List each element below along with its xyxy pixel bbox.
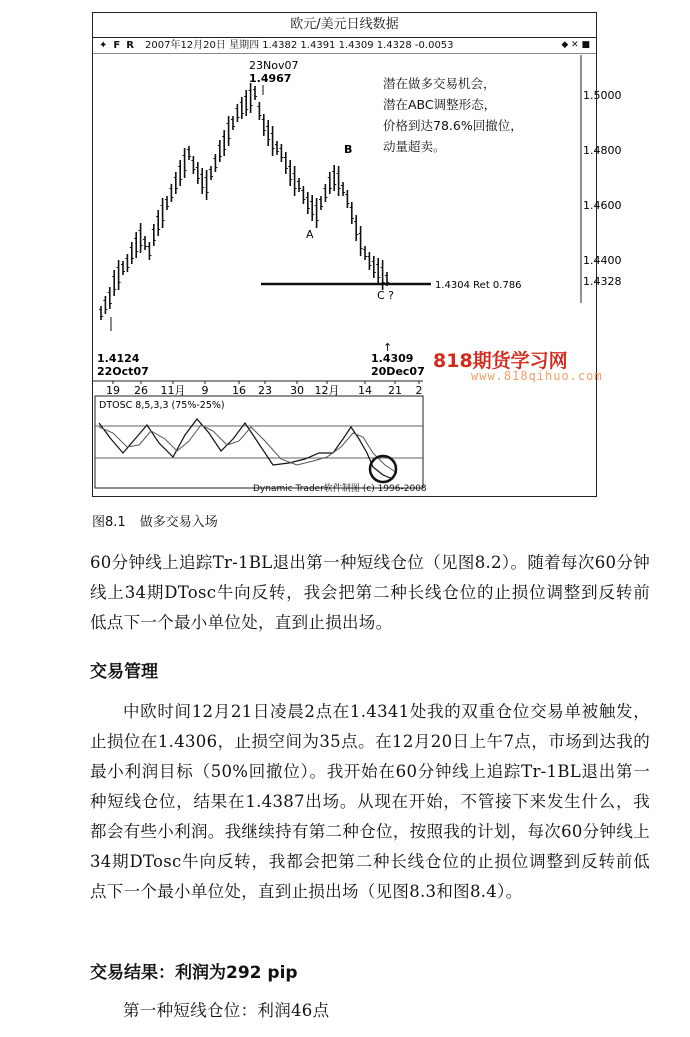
top-price-label: 1.4967 [249, 72, 292, 85]
figure-caption-text: 做多交易入场 [139, 515, 218, 530]
price-tick-4: 1.4400 [583, 254, 622, 267]
oscillator-fast-line [99, 419, 393, 479]
price-tick-3: 1.4600 [583, 199, 622, 212]
date-tick: 9 [201, 384, 209, 397]
date-tick: 23 [258, 384, 272, 397]
expand-icon[interactable]: ✦ [99, 40, 108, 51]
label-a: A [306, 228, 314, 241]
note-line-3: 价格到达78.6%回撤位， [383, 118, 523, 133]
price-tick-5: 1.4328 [583, 275, 622, 288]
heading-trade-result: 交易结果：利润为292 pip [90, 963, 298, 983]
oscillator-slow-line [99, 425, 397, 473]
date-tick: 21 [388, 384, 402, 397]
svg-text:↑: ↑ [383, 341, 393, 354]
figure-number: 图8.1 [92, 515, 126, 530]
note-line-2: 潜在ABC调整形态， [383, 97, 497, 112]
chart-figure [92, 12, 622, 497]
heading-trade-management: 交易管理 [90, 662, 158, 682]
date-tick: 12月 [314, 384, 340, 397]
watermark-url: www.818qihuo.com [471, 369, 603, 383]
low1-date: 22Oct07 [97, 365, 149, 378]
note-line-4: 动量超卖。 [383, 139, 446, 154]
chart-title: 欧元/美元日线数据 [93, 13, 596, 38]
top-date-label: 23Nov07 [249, 59, 299, 72]
price-tick-2: 1.4800 [583, 144, 622, 157]
window-controls[interactable]: ◆ ✕ ■ [561, 40, 590, 50]
price-tick-1: 1.5000 [583, 89, 622, 102]
date-tick: 16 [232, 384, 246, 397]
low2-date: 20Dec07 [371, 365, 425, 378]
oversold-circle [370, 456, 396, 482]
low1-price: 1.4124 [97, 352, 140, 365]
date-tick: 19 [106, 384, 120, 397]
r-icon[interactable]: R [126, 40, 134, 51]
chart-footer: Dynamic Trader软件制图 (c) 1996-2008 [253, 484, 427, 494]
date-tick: 14 [358, 384, 372, 397]
low2-price: 1.4309 [371, 352, 414, 365]
date-axis [106, 381, 423, 397]
trade-note [383, 73, 553, 157]
paragraph-1: 60分钟线上追踪Tr-1BL退出第一种短线仓位（见图8.2）。随着每次60分钟线上34期DTosc牛向反转，我会把第二种长线仓位的止损位调整到反转前低点下一个最小单位处，直到止损出场。 [90, 553, 650, 632]
figure-caption [92, 511, 218, 530]
retrace-label: 1.4304 Ret 0.786 [435, 280, 522, 291]
watermark-logo: 818期货学习网 [433, 350, 568, 372]
paragraph-2: 中欧时间12月21日凌晨2点在1.4341处我的双重仓位交易单被触发，止损位在1.4306，止损空间为35点。在12月20日上午7点，市场到达我的最小利润目标（50%回撤位）。我开始在60分钟线上追踪Tr-1BL退出第一种短线仓位，结果在1.4387出场。从现在开始，不管接下来发生什么，我都会有些小利润。我继续持有第二种仓位，按照我的计划，每次60分钟线上34期DTosc牛向反转，我都会把第二种长线仓位的止损位调整到反转前低点下一个最小单位处，直到止损出场（见图8.3和图8.4）。 [90, 702, 650, 901]
paragraph-3: 第一种短线仓位：利润46点 [123, 1001, 330, 1020]
label-b: B [344, 143, 353, 156]
date-tick: 2 [415, 384, 423, 397]
date-tick: 30 [290, 384, 304, 397]
date-tick: 11月 [160, 384, 186, 397]
label-c: C ? [377, 289, 395, 302]
f-icon[interactable]: F [113, 40, 121, 51]
oscillator-label: DTOSC 8,5,3,3 (75%-25%) [99, 400, 225, 411]
date-tick: 26 [134, 384, 148, 397]
note-line-1: 潜在做多交易机会， [383, 76, 496, 91]
ohlc-readout: 2007年12月20日 星期四 1.4382 1.4391 1.4309 1.4328 -0.0053 [145, 40, 454, 51]
